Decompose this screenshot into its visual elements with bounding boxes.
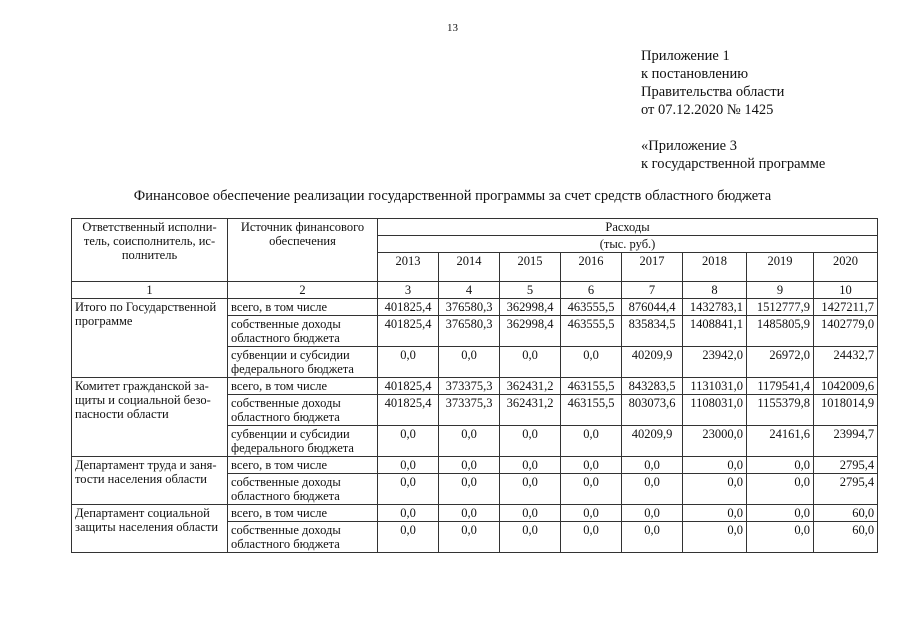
value-cell: 376580,3 — [439, 316, 500, 347]
value-cell: 0,0 — [439, 505, 500, 522]
source-cell: собственные доходы областного бюджета — [228, 474, 378, 505]
column-number: 2 — [228, 282, 378, 299]
source-cell: всего, в том числе — [228, 378, 378, 395]
value-cell: 0,0 — [683, 457, 747, 474]
value-cell: 1512777,9 — [747, 299, 814, 316]
value-cell: 26972,0 — [747, 347, 814, 378]
column-number: 5 — [500, 282, 561, 299]
document-title: Финансовое обеспечение реализации государственной программы за счет средств областного бюджета — [133, 188, 772, 204]
value-cell: 0,0 — [561, 522, 622, 553]
source-cell: всего, в том числе — [228, 457, 378, 474]
value-cell: 60,0 — [814, 522, 878, 553]
value-cell: 0,0 — [622, 457, 683, 474]
column-number: 4 — [439, 282, 500, 299]
value-cell: 0,0 — [378, 457, 439, 474]
value-cell: 0,0 — [747, 474, 814, 505]
value-cell: 2795,4 — [814, 474, 878, 505]
header-unit: (тыс. руб.) — [378, 236, 878, 253]
table-row — [72, 505, 878, 522]
value-cell: 463155,5 — [561, 395, 622, 426]
column-number: 9 — [747, 282, 814, 299]
value-cell: 373375,3 — [439, 395, 500, 426]
value-cell: 0,0 — [747, 505, 814, 522]
value-cell: 1402779,0 — [814, 316, 878, 347]
header-source: Источник финансового обеспечения — [228, 219, 378, 282]
appendix-block — [641, 47, 825, 173]
value-cell: 0,0 — [683, 522, 747, 553]
header-executor: Ответственный исполни-тель, соисполнитель, ис-полнитель — [72, 219, 228, 282]
value-cell: 0,0 — [439, 522, 500, 553]
value-cell: 24432,7 — [814, 347, 878, 378]
header-expenses: Расходы — [378, 219, 878, 236]
value-cell: 1042009,6 — [814, 378, 878, 395]
value-cell: 376580,3 — [439, 299, 500, 316]
year-header: 2014 — [439, 253, 500, 282]
appendix-spacer — [641, 119, 825, 137]
value-cell: 0,0 — [622, 522, 683, 553]
value-cell: 362431,2 — [500, 378, 561, 395]
appendix-line: Приложение 1 — [641, 48, 730, 64]
value-cell: 24161,6 — [747, 426, 814, 457]
value-cell: 0,0 — [439, 474, 500, 505]
year-header: 2019 — [747, 253, 814, 282]
value-cell: 463555,5 — [561, 316, 622, 347]
value-cell: 0,0 — [561, 347, 622, 378]
appendix-line: к постановлению — [641, 66, 749, 82]
value-cell: 0,0 — [561, 505, 622, 522]
value-cell: 1018014,9 — [814, 395, 878, 426]
source-cell: субвенции и субсидии федерального бюджета — [228, 426, 378, 457]
column-number: 1 — [72, 282, 228, 299]
appendix-line: от 07.12.2020 № 1425 — [641, 102, 774, 118]
value-cell: 1108031,0 — [683, 395, 747, 426]
executor-cell: Департамент труда и заня-тости населения области — [72, 457, 228, 505]
value-cell: 1179541,4 — [747, 378, 814, 395]
value-cell: 1155379,8 — [747, 395, 814, 426]
value-cell: 60,0 — [814, 505, 878, 522]
column-number: 6 — [561, 282, 622, 299]
value-cell: 0,0 — [378, 505, 439, 522]
value-cell: 23994,7 — [814, 426, 878, 457]
table-body — [72, 219, 878, 553]
value-cell: 2795,4 — [814, 457, 878, 474]
value-cell: 463155,5 — [561, 378, 622, 395]
value-cell: 1408841,1 — [683, 316, 747, 347]
value-cell: 1485805,9 — [747, 316, 814, 347]
source-cell: собственные доходы областного бюджета — [228, 316, 378, 347]
executor-cell: Департамент социальной защиты населения области — [72, 505, 228, 553]
value-cell: 0,0 — [500, 522, 561, 553]
value-cell: 0,0 — [747, 522, 814, 553]
page-number: 13 — [447, 22, 458, 34]
value-cell: 0,0 — [500, 474, 561, 505]
appendix-line: «Приложение 3 — [641, 138, 737, 154]
financing-table — [71, 218, 878, 553]
source-cell: собственные доходы областного бюджета — [228, 522, 378, 553]
value-cell: 0,0 — [439, 347, 500, 378]
source-cell: собственные доходы областного бюджета — [228, 395, 378, 426]
year-header: 2017 — [622, 253, 683, 282]
value-cell: 0,0 — [561, 457, 622, 474]
column-number: 10 — [814, 282, 878, 299]
value-cell: 0,0 — [439, 426, 500, 457]
value-cell: 835834,5 — [622, 316, 683, 347]
value-cell: 0,0 — [378, 347, 439, 378]
year-header: 2015 — [500, 253, 561, 282]
value-cell: 876044,4 — [622, 299, 683, 316]
value-cell: 803073,6 — [622, 395, 683, 426]
value-cell: 401825,4 — [378, 395, 439, 426]
value-cell: 0,0 — [500, 505, 561, 522]
year-header: 2013 — [378, 253, 439, 282]
table-row — [72, 378, 878, 395]
value-cell: 23942,0 — [683, 347, 747, 378]
value-cell: 0,0 — [683, 474, 747, 505]
appendix-line: Правительства области — [641, 84, 785, 100]
value-cell: 0,0 — [683, 505, 747, 522]
value-cell: 0,0 — [439, 457, 500, 474]
value-cell: 0,0 — [378, 474, 439, 505]
value-cell: 362998,4 — [500, 316, 561, 347]
value-cell: 1427211,7 — [814, 299, 878, 316]
executor-cell: Комитет гражданской за-щиты и социальной безо-пасности области — [72, 378, 228, 457]
value-cell: 0,0 — [378, 426, 439, 457]
value-cell: 401825,4 — [378, 378, 439, 395]
value-cell: 23000,0 — [683, 426, 747, 457]
value-cell: 373375,3 — [439, 378, 500, 395]
column-number: 3 — [378, 282, 439, 299]
year-header: 2020 — [814, 253, 878, 282]
value-cell: 401825,4 — [378, 299, 439, 316]
value-cell: 362431,2 — [500, 395, 561, 426]
source-cell: всего, в том числе — [228, 299, 378, 316]
value-cell: 0,0 — [561, 426, 622, 457]
header-row — [72, 219, 878, 236]
value-cell: 0,0 — [378, 522, 439, 553]
value-cell: 0,0 — [500, 426, 561, 457]
appendix-line: к государственной программе — [641, 156, 826, 172]
value-cell: 40209,9 — [622, 426, 683, 457]
value-cell: 40209,9 — [622, 347, 683, 378]
year-header: 2016 — [561, 253, 622, 282]
table-row — [72, 457, 878, 474]
value-cell: 401825,4 — [378, 316, 439, 347]
year-header: 2018 — [683, 253, 747, 282]
source-cell: субвенции и субсидии федерального бюджета — [228, 347, 378, 378]
column-number: 7 — [622, 282, 683, 299]
value-cell: 0,0 — [500, 347, 561, 378]
value-cell: 1131031,0 — [683, 378, 747, 395]
value-cell: 463555,5 — [561, 299, 622, 316]
value-cell: 0,0 — [561, 474, 622, 505]
value-cell: 0,0 — [622, 474, 683, 505]
table-row — [72, 299, 878, 316]
column-numbers-row — [72, 282, 878, 299]
column-number: 8 — [683, 282, 747, 299]
value-cell: 1432783,1 — [683, 299, 747, 316]
value-cell: 0,0 — [747, 457, 814, 474]
value-cell: 362998,4 — [500, 299, 561, 316]
value-cell: 0,0 — [622, 505, 683, 522]
executor-cell: Итого по Государственной программе — [72, 299, 228, 378]
source-cell: всего, в том числе — [228, 505, 378, 522]
value-cell: 843283,5 — [622, 378, 683, 395]
value-cell: 0,0 — [500, 457, 561, 474]
